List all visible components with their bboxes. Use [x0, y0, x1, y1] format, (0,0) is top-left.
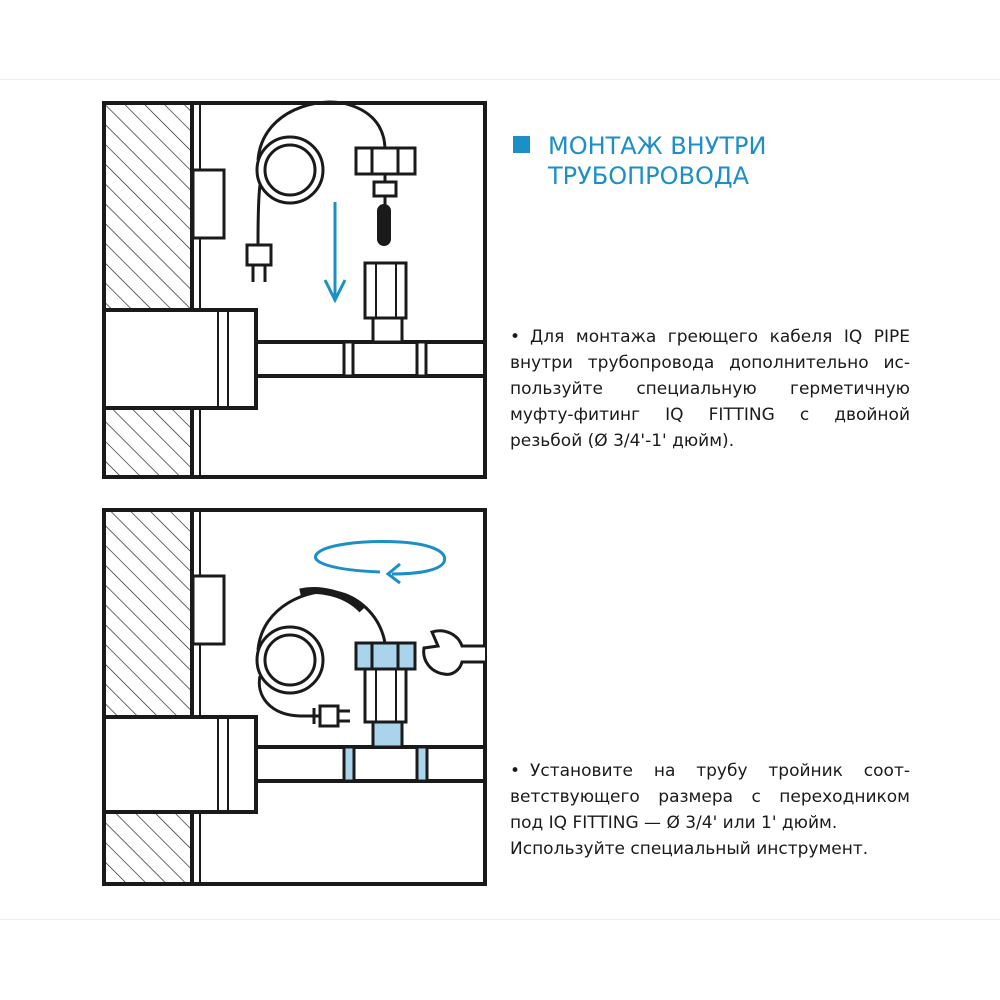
down-arrow-icon	[325, 202, 345, 300]
section-heading	[513, 131, 766, 191]
rotate-arrow-icon	[315, 542, 444, 583]
wall-hatch	[104, 510, 192, 884]
bullet: •	[510, 761, 521, 781]
fitting-nut	[356, 643, 415, 669]
step-1-line-5: резьбой (Ø 3/4'-1' дюйм).	[510, 431, 735, 451]
step-2-line-2: ветствующего размера с переходником	[510, 787, 910, 807]
fitting-nut	[356, 148, 415, 205]
cable-end	[377, 204, 391, 246]
tee-connector	[344, 747, 354, 781]
junction-box	[193, 576, 224, 644]
step-1-text	[510, 324, 910, 454]
wrench-icon	[424, 631, 485, 675]
step-2-line-3: под IQ FITTING — Ø 3/4' или 1' дюйм.	[510, 813, 838, 833]
step-1-line-3: пользуйте специальную герметичную	[510, 379, 910, 399]
diagram-step-1	[0, 0, 500, 500]
main-pipe	[104, 717, 256, 812]
plug-icon	[247, 245, 271, 282]
wall-hatch	[104, 103, 192, 477]
step-1-line-4: муфту-фитинг IQ FITTING с двойной	[510, 405, 910, 425]
step-2-text	[510, 758, 910, 862]
fitting-body	[365, 668, 406, 722]
tee-connector	[344, 342, 353, 376]
plug-icon	[314, 706, 350, 726]
cable-sheath	[300, 591, 362, 610]
heading-line-1: МОНТАЖ ВНУТРИ	[548, 132, 767, 160]
heading-marker	[513, 136, 530, 153]
step-1-line-2: внутри трубопровода дополнительно ис-	[510, 353, 910, 373]
diagram-step-2	[0, 500, 500, 1000]
step-1-line	[510, 324, 910, 350]
fitting-body	[365, 263, 406, 318]
heading-line-2: ТРУБОПРОВОДА	[548, 162, 750, 190]
main-pipe	[104, 310, 256, 408]
bullet: •	[510, 327, 521, 347]
step-2-line-1: Установите на трубу тройник соот-	[530, 761, 910, 781]
junction-box	[193, 170, 224, 238]
step-2-line	[510, 758, 910, 784]
step-2-line-4: Используйте специальный инструмент.	[510, 839, 869, 859]
step-1-line-1: Для монтажа греющего кабеля IQ PIPE	[530, 327, 910, 347]
